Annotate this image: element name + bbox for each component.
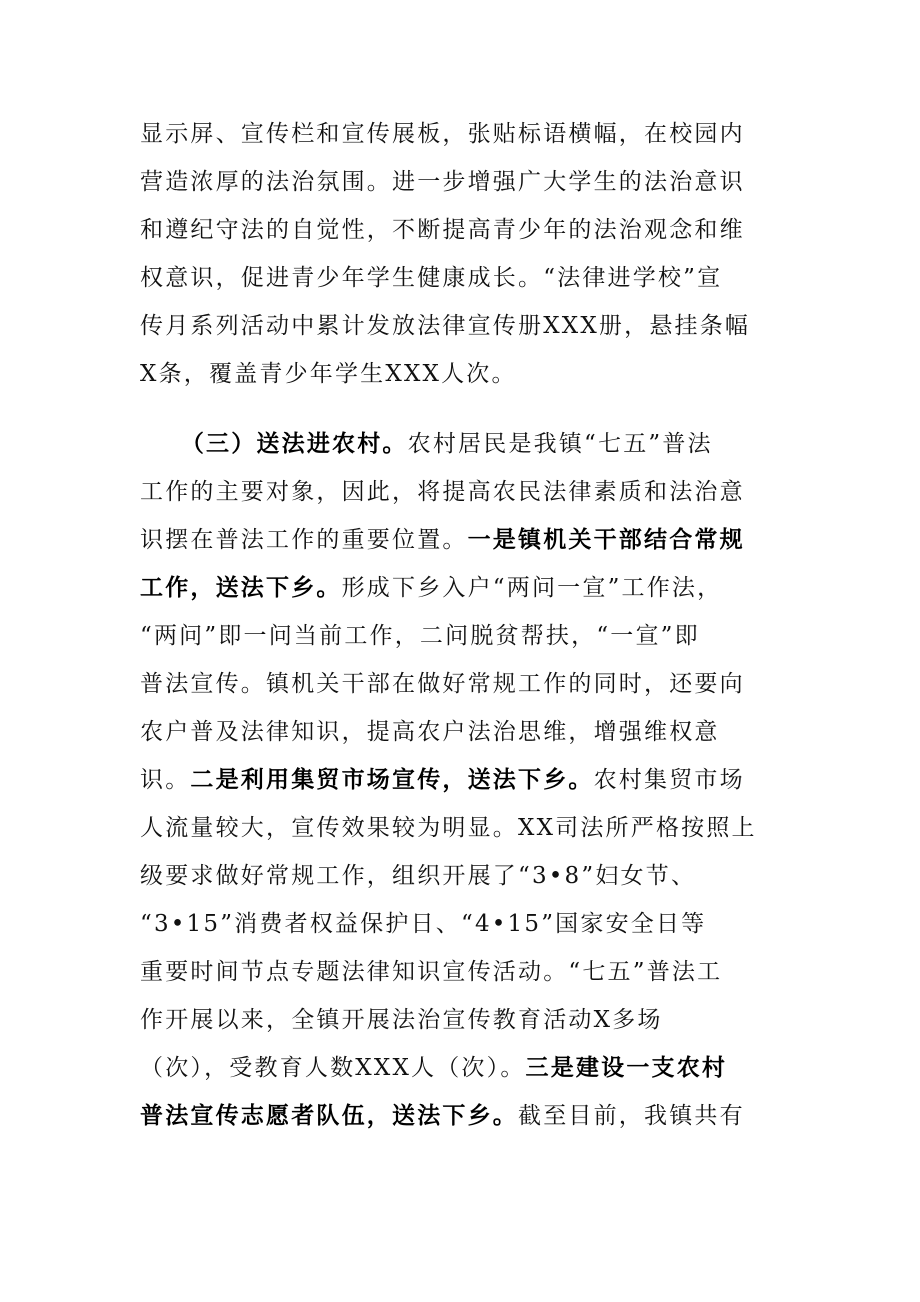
text-segment: 工作的主要对象，因此，将提高农民法律素质和法治意 [140,479,745,505]
bold-text-segment: 二是利用集贸市场宣传，送法下乡。 [190,766,594,793]
text-segment: 人流量较大，宣传效果较为明显。XX司法所严格按照上 [140,815,757,841]
text-line [140,852,770,900]
text-segment: 农村居民是我镇“七五”普法 [407,431,713,457]
text-line [140,516,770,564]
text-segment: 级要求做好常规工作，组织开展了“3•8”妇女节、 [140,863,697,889]
text-segment: 识摆在普法工作的重要位置。 [140,527,468,553]
bold-text-segment: 工作，送法下乡。 [140,574,342,601]
text-segment: 农村集贸市场 [593,767,745,793]
bold-text-segment: （三）送法进农村。 [140,430,408,457]
text-line [140,350,770,398]
text-segment: （次），受教育人数XXX人（次）。 [140,1055,526,1081]
paragraph-gap [140,398,770,420]
text-line [140,756,770,804]
text-segment: 显示屏、宣传栏和宣传展板，张贴标语横幅，在校园内 [140,121,745,147]
bold-text-segment: 三是建设一支农村 [525,1054,728,1081]
text-segment: 普法宣传。镇机关干部在做好常规工作的同时，还要向 [140,671,745,697]
text-segment: 权意识，促进青少年学生健康成长。“法律进学校”宣 [140,265,723,291]
text-line [140,996,770,1044]
text-line [140,1044,770,1092]
text-line [140,206,770,254]
text-line [140,158,770,206]
bold-text-segment: 一是镇机关干部结合常规 [467,526,745,553]
text-segment: 和遵纪守法的自觉性，不断提高青少年的法治观念和维 [140,217,745,243]
text-line [140,302,770,350]
text-segment: 传月系列活动中累计发放法律宣传册XXX册，悬挂条幅 [140,313,751,339]
paragraph [140,110,770,398]
text-line [140,110,770,158]
text-line [140,708,770,756]
text-line [140,254,770,302]
text-segment: “两问”即一问当前工作，二问脱贫帮扶，“一宣”即 [140,623,700,649]
text-segment: “3•15”消费者权益保护日、“4•15”国家安全日等 [140,911,707,937]
text-line [140,612,770,660]
text-line [140,660,770,708]
paragraph [140,420,770,1140]
text-line [140,900,770,948]
text-line [140,420,770,468]
text-line [140,948,770,996]
text-segment: 作开展以来，全镇开展法治宣传教育活动X多场 [140,1007,663,1033]
text-segment: 截至目前，我镇共有 [518,1103,745,1129]
text-line [140,564,770,612]
text-line [140,1092,770,1140]
text-segment: X条，覆盖青少年学生XXX人次。 [140,361,517,387]
text-line [140,804,770,852]
text-segment: 重要时间节点专题法律知识宣传活动。“七五”普法工 [140,959,723,985]
text-segment: 营造浓厚的法治氛围。进一步增强广大学生的法治意识 [140,169,745,195]
bold-text-segment: 普法宣传志愿者队伍，送法下乡。 [140,1102,518,1129]
text-segment: 农户普及法律知识，提高农户法治思维，增强维权意 [140,719,720,745]
document-body [140,110,770,1140]
text-segment: 识。 [140,767,191,793]
text-line [140,468,770,516]
text-segment: 形成下乡入户“两问一宣”工作法， [341,575,723,601]
